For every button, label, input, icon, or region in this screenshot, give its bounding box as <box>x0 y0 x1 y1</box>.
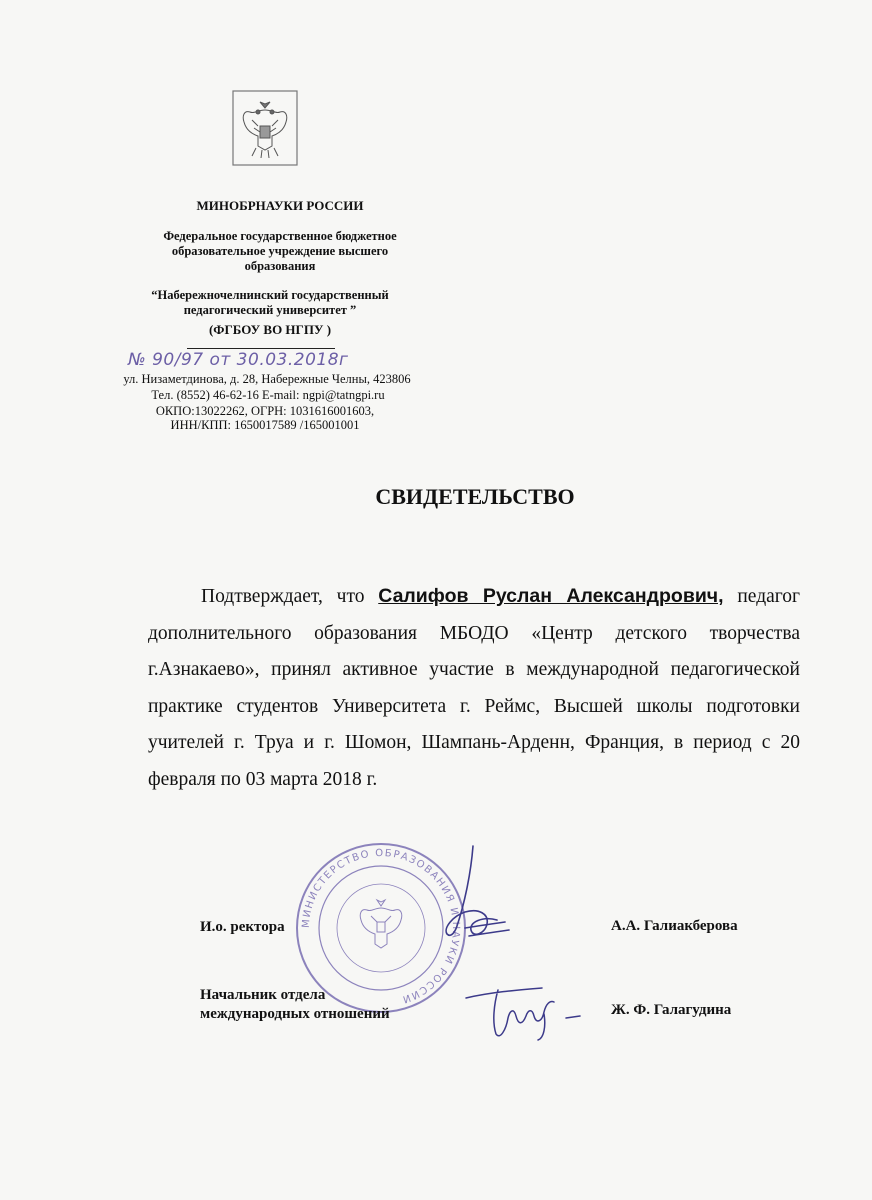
stamp-eagle-icon <box>360 900 402 948</box>
rector-signature <box>425 842 525 950</box>
contact-line: Тел. (8552) 46-62-16 E-mail: ngpi@tatngpi.ru <box>151 388 385 402</box>
university-abbreviation: (ФГБОУ ВО НГПУ ) <box>208 322 332 337</box>
address-line: ул. Низаметдинова, д. 28, Набережные Челны, 423806 <box>123 372 411 386</box>
head-label <box>200 986 390 1024</box>
head-signature <box>462 978 590 1044</box>
rector-label: И.о. ректора <box>200 919 285 935</box>
okpo-line: ОКПО:13022262, ОГРН: 1031616001603, <box>155 404 375 418</box>
body-text: педагог дополнительного образования МБОДО «Центр детского творчества г.Азнакаево», принял активное участие в международной педагогической практике студентов Университета г. Реймс, Высшей школы подготовки учителей г. Труа и г. Шомон, Шампань-Арденн, Франция, в период с 20 февраля по 03 марта 2018 г. <box>148 586 801 790</box>
person-name: Салифов Руслан Александрович, <box>378 585 724 607</box>
university-name <box>100 288 440 318</box>
stamp-text: МИНИСТЕРСТВО ОБРАЗОВАНИЯ И НАУКИ РОССИИ <box>300 847 462 1005</box>
divider <box>187 348 335 349</box>
head-name: Ж. Ф. Галагудина <box>611 1002 732 1018</box>
body-intro: Подтверждает, что <box>201 586 365 607</box>
institution-line: образовательное учреждение высшего <box>171 244 389 258</box>
rector-name: А.А. Галиакберова <box>611 918 738 934</box>
institution-line: Федеральное государственное бюджетное <box>163 229 397 243</box>
university-line: педагогический университет ” <box>183 303 357 317</box>
head-label-line: международных отношений <box>200 1006 390 1022</box>
institution-name <box>110 229 450 274</box>
certificate-body <box>148 578 800 798</box>
institution-line: образования <box>244 259 316 273</box>
head-label-line: Начальник отдела <box>200 987 326 1003</box>
university-line: “Набережночелнинский государственный <box>151 288 389 302</box>
inn-line: ИНН/КПП: 1650017589 /165001001 <box>170 418 360 432</box>
ministry-name: МИНОБРНАУКИ РОССИИ <box>196 198 364 213</box>
coat-of-arms-icon <box>232 90 298 166</box>
registration-number-handwritten: № 90/97 от 30.03.2018г <box>128 350 349 370</box>
document-title: СВИДЕТЕЛЬСТВО <box>375 484 575 509</box>
